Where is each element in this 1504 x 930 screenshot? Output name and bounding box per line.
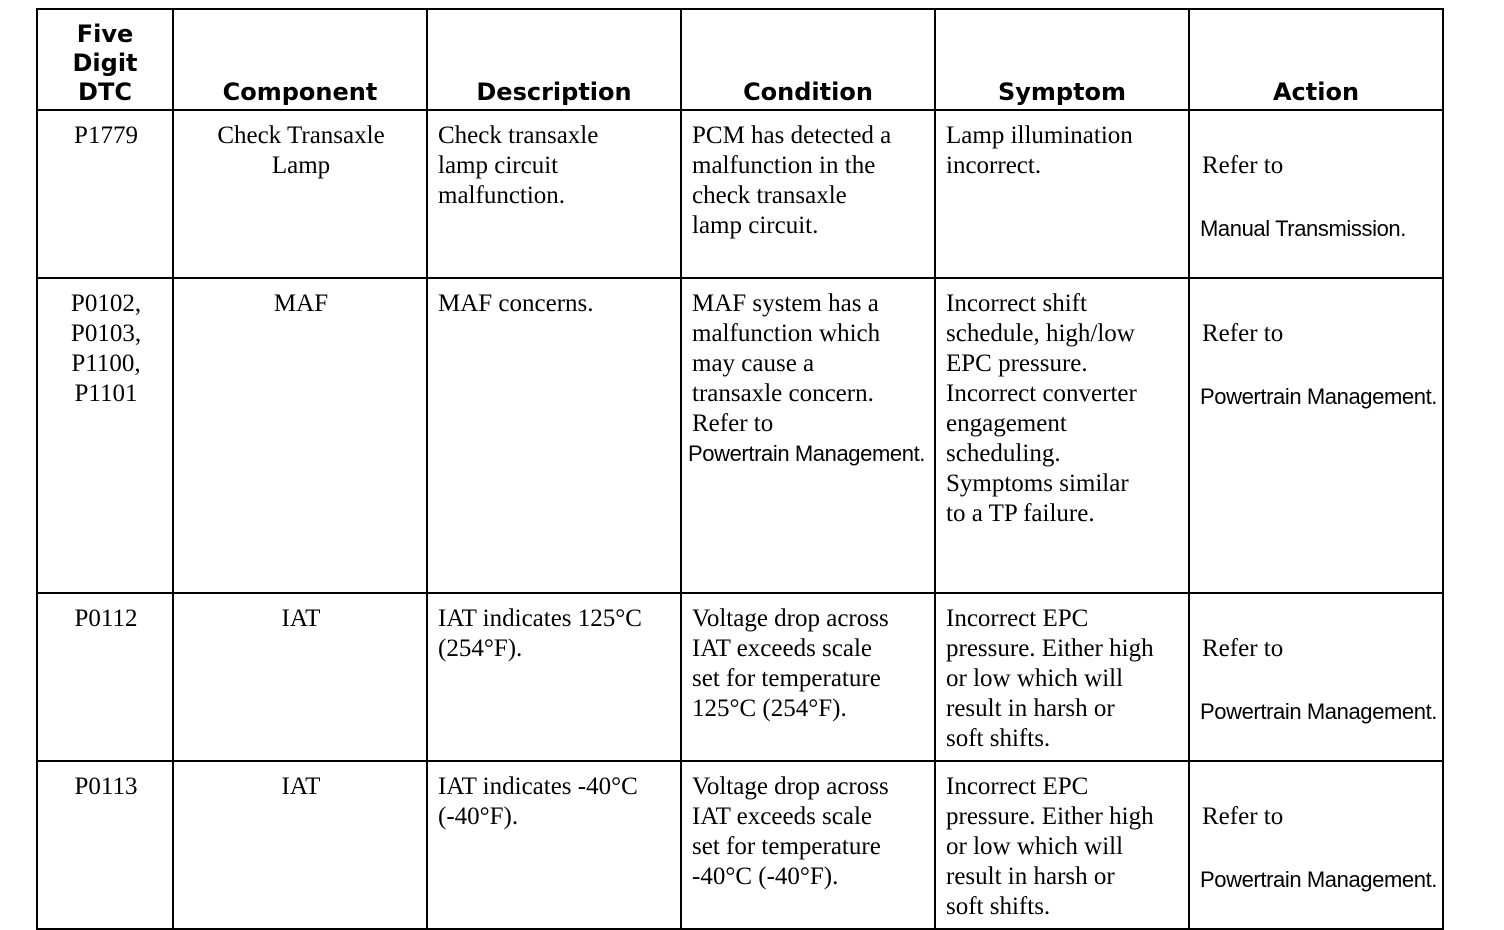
description-cell: MAF concerns. [427,278,681,593]
condition-reference: Powertrain Management. [688,441,925,466]
table-body [37,110,1443,929]
action-cell [1189,278,1443,593]
condition-text: Voltage drop across IAT exceeds scale set for temperature -40°C (-40°F). [692,773,889,890]
action-reference: Powertrain Management. [1200,384,1437,409]
symptom-cell: Lamp illumination incorrect. [935,110,1189,278]
table-row [37,110,1443,278]
dtc-table [36,8,1444,930]
condition-text: MAF system has a malfunction which may cause a transaxle concern. Refer to [692,290,881,437]
condition-cell [681,278,935,593]
header-condition: Condition [681,9,935,110]
header-row [37,9,1443,110]
table-row [37,593,1443,761]
header-component: Component [173,9,427,110]
table-row [37,278,1443,593]
action-cell [1189,593,1443,761]
component-cell: IAT [173,593,427,761]
header-action: Action [1189,9,1443,110]
header-dtc: Five Digit DTC [37,9,173,110]
action-reference: Powertrain Management. [1200,867,1437,892]
header-symptom: Symptom [935,9,1189,110]
dtc-cell: P1779 [37,110,173,278]
description-cell: Check transaxle lamp circuit malfunction. [427,110,681,278]
action-prefix: Refer to [1202,635,1284,662]
action-reference: Powertrain Management. [1200,699,1437,724]
action-cell [1189,110,1443,278]
action-cell [1189,761,1443,929]
condition-cell [681,110,935,278]
dtc-cell: P0113 [37,761,173,929]
component-cell: IAT [173,761,427,929]
component-cell: Check Transaxle Lamp [173,110,427,278]
dtc-cell: P0112 [37,593,173,761]
table-row [37,761,1443,929]
condition-text: PCM has detected a malfunction in the check transaxle lamp circuit. [692,122,892,239]
symptom-cell: Incorrect shift schedule, high/low EPC pressure. Incorrect converter engagement scheduling. Symptoms similar to a TP failure. [935,278,1189,593]
table-header [37,9,1443,110]
symptom-cell: Incorrect EPC pressure. Either high or low which will result in harsh or soft shifts. [935,761,1189,929]
condition-text: Voltage drop across IAT exceeds scale set for temperature 125°C (254°F). [692,605,889,722]
action-reference: Manual Transmission. [1200,216,1406,241]
condition-cell [681,593,935,761]
action-prefix: Refer to [1202,152,1284,179]
description-cell: IAT indicates -40°C (-40°F). [427,761,681,929]
header-description: Description [427,9,681,110]
action-prefix: Refer to [1202,803,1284,830]
component-cell: MAF [173,278,427,593]
condition-cell [681,761,935,929]
dtc-cell: P0102, P0103, P1100, P1101 [37,278,173,593]
action-prefix: Refer to [1202,320,1284,347]
description-cell: IAT indicates 125°C (254°F). [427,593,681,761]
symptom-cell: Incorrect EPC pressure. Either high or low which will result in harsh or soft shifts. [935,593,1189,761]
